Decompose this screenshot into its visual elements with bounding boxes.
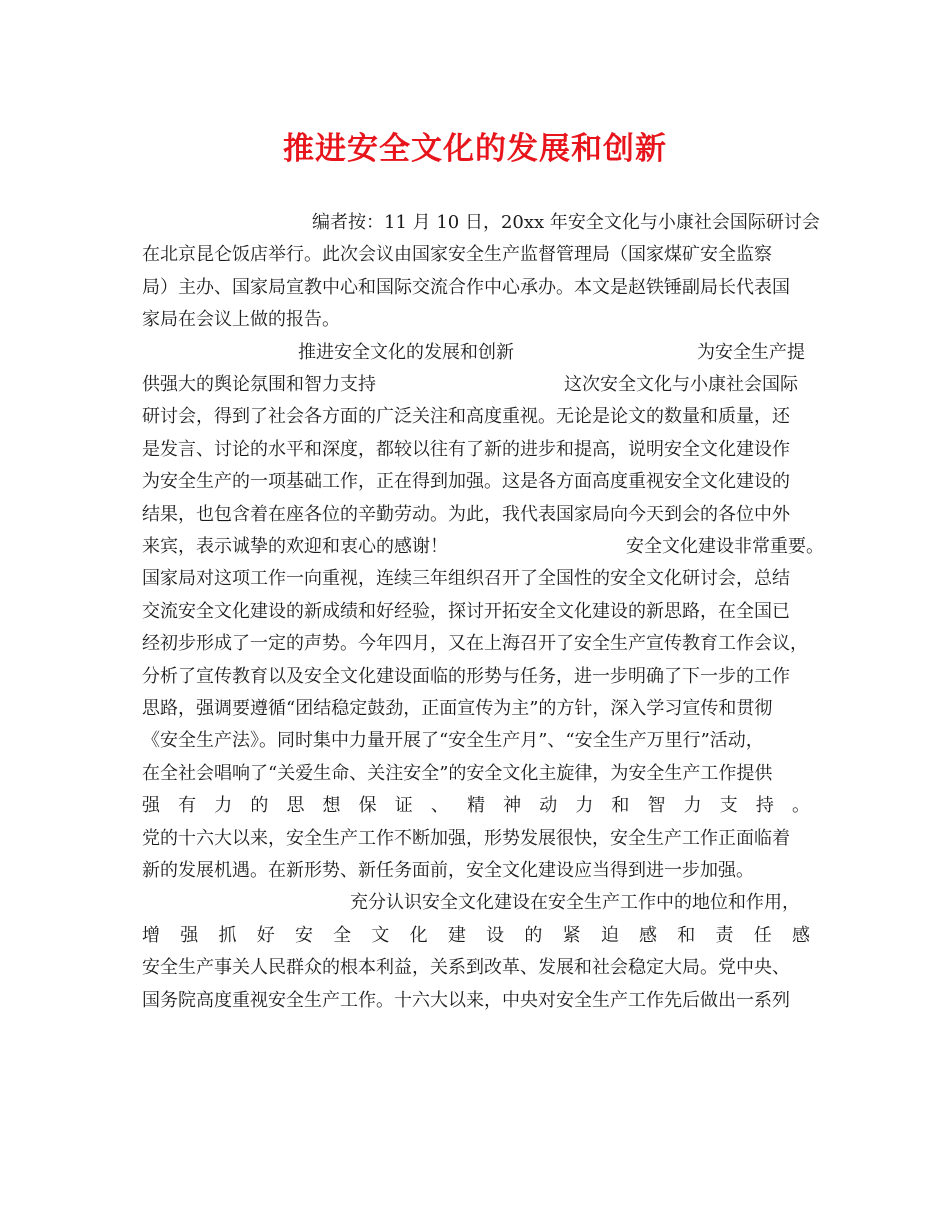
line-segment: 是发言、讨论的水平和深度，都较以往有了新的进步和提高，说明安全文化建设作 [142,438,790,460]
line-segment: 新的发展机遇。在新形势、新任务面前，安全文化建设应当得到进一步加强。 [142,860,754,881]
spread-char: 迫 [600,924,619,946]
body-line [142,372,810,398]
spread-char: 全 [333,924,352,946]
body-line [142,988,810,1014]
body-line [142,242,810,268]
body-line [142,793,810,819]
line-segment: 为安全生产提 [697,341,805,363]
body-line [142,404,810,430]
body-line [142,664,810,690]
spread-char: 感 [639,924,658,946]
line-segment: 编者按：11 月 10 日，20xx 年安全文化与小康社会国际研讨会 [312,212,820,233]
spread-char: 想 [322,795,341,817]
spread-char: 证 [394,795,413,817]
spread-char: 抓 [218,924,237,946]
spread-char: 动 [539,795,558,817]
line-segment: 推进安全文化的发展和创新 [298,341,514,363]
line-segment: 国家局对这项工作一向重视，连续三年组织召开了全国性的安全文化研讨会，总结 [142,568,790,590]
body-line [142,340,810,366]
line-segment: 安全生产事关人民群众的根本利益，关系到改革、发展和社会稳定大局。党中央、 [142,957,790,979]
line-segment: 党的十六大以来，安全生产工作不断加强，形势发展很快，安全生产工作正面临着 [142,827,790,849]
body-line [142,631,810,657]
line-segment: 交流安全文化建设的新成绩和好经验，探讨开拓安全文化建设的新思路，在全国已 [142,600,790,622]
spread-char: 紧 [562,924,581,946]
spread-char: 文 [371,924,390,946]
spread-char: 力 [575,795,594,817]
body-line [142,275,810,301]
line-segment: 结果，也包含着在座各位的辛勤劳动。为此，我代表国家局向今天到会的各位中外 [142,503,790,525]
body-line [142,469,810,495]
spread-char: 设 [486,924,505,946]
line-segment: 供强大的舆论氛围和智力支持 [142,374,376,395]
spread-char: 。 [791,795,810,817]
spread-char: 、 [430,795,449,817]
line-segment: 为安全生产的一项基础工作，正在得到加强。这是各方面高度重视安全文化建设的 [142,471,790,493]
body-line [142,890,810,916]
line-segment: 研讨会，得到了社会各方面的广泛关注和高度重视。无论是论文的数量和质量，还 [142,406,790,428]
spread-char: 神 [503,795,522,817]
spread-char: 智 [647,795,666,817]
spread-char: 支 [719,795,738,817]
document-title: 推进安全文化的发展和创新 [283,131,667,167]
spread-char: 强 [180,924,199,946]
line-segment: 《安全生产法》。同时集中力量开展了“安全生产月”、“安全生产万里行”活动， [142,730,764,752]
line-segment: 家局在会议上做的报告。 [142,309,340,331]
body-line [142,566,810,592]
line-segment: 在北京昆仑饭店举行。此次会议由国家安全生产监督管理局（国家煤矿安全监察 [142,244,772,266]
spread-char: 责 [715,924,734,946]
spread-char: 的 [250,795,269,817]
line-segment: 国务院高度重视安全生产工作。十六大以来，中央对安全生产工作先后做出一系列 [142,989,790,1011]
line-segment: 分析了宣传教育以及安全文化建设面临的形势与任务，进一步明确了下一步的工作 [142,665,790,687]
line-segment: 充分认识安全文化建设在安全生产工作中的地位和作用， [350,892,800,914]
body-line [142,761,810,787]
spread-char: 建 [447,924,466,946]
spread-char: 增 [142,924,160,946]
spread-char: 和 [611,795,630,817]
spread-char: 任 [753,924,772,946]
body-line [142,210,820,236]
line-segment: 思路，强调要遵循“团结稳定鼓劲，正面宣传为主”的方针，深入学习宣传和贯彻 [142,698,773,719]
line-segment: 这次安全文化与小康社会国际 [564,374,798,395]
spread-char: 思 [286,795,305,817]
body-line [142,437,810,463]
line-segment: 来宾，表示诚挚的欢迎和衷心的感谢！ [142,536,448,557]
spread-char: 和 [677,924,696,946]
line-segment: 经初步形成了一定的声势。今年四月，又在上海召开了安全生产宣传教育工作会议， [142,633,808,655]
spread-char: 的 [524,924,543,946]
spread-char: 好 [256,924,275,946]
spread-char: 力 [214,795,233,817]
body-line [142,728,810,754]
spread-char: 安 [294,924,313,946]
body-line [142,502,810,528]
spread-char: 保 [358,795,377,817]
line-segment: 在全社会唱响了“关爱生命、关注安全”的安全文化主旋律，为安全生产工作提供 [142,762,773,784]
spread-char: 化 [409,924,428,946]
spread-char: 持 [755,795,774,817]
body-line [142,955,810,981]
body-line [142,534,824,560]
body-line [142,923,810,949]
spread-char: 感 [791,924,810,946]
body-line [142,307,810,333]
line-segment: 安全文化建设非常重要。 [626,536,824,557]
body-line [142,858,810,884]
spread-char: 精 [466,795,485,817]
line-segment: 局）主办、国家局宣教中心和国际交流合作中心承办。本文是赵铁锤副局长代表国 [142,276,790,298]
body-line [142,599,810,625]
body-line [142,826,810,852]
spread-char: 力 [683,795,702,817]
body-line [142,696,810,722]
spread-char: 有 [178,795,197,817]
spread-char: 强 [142,795,160,817]
